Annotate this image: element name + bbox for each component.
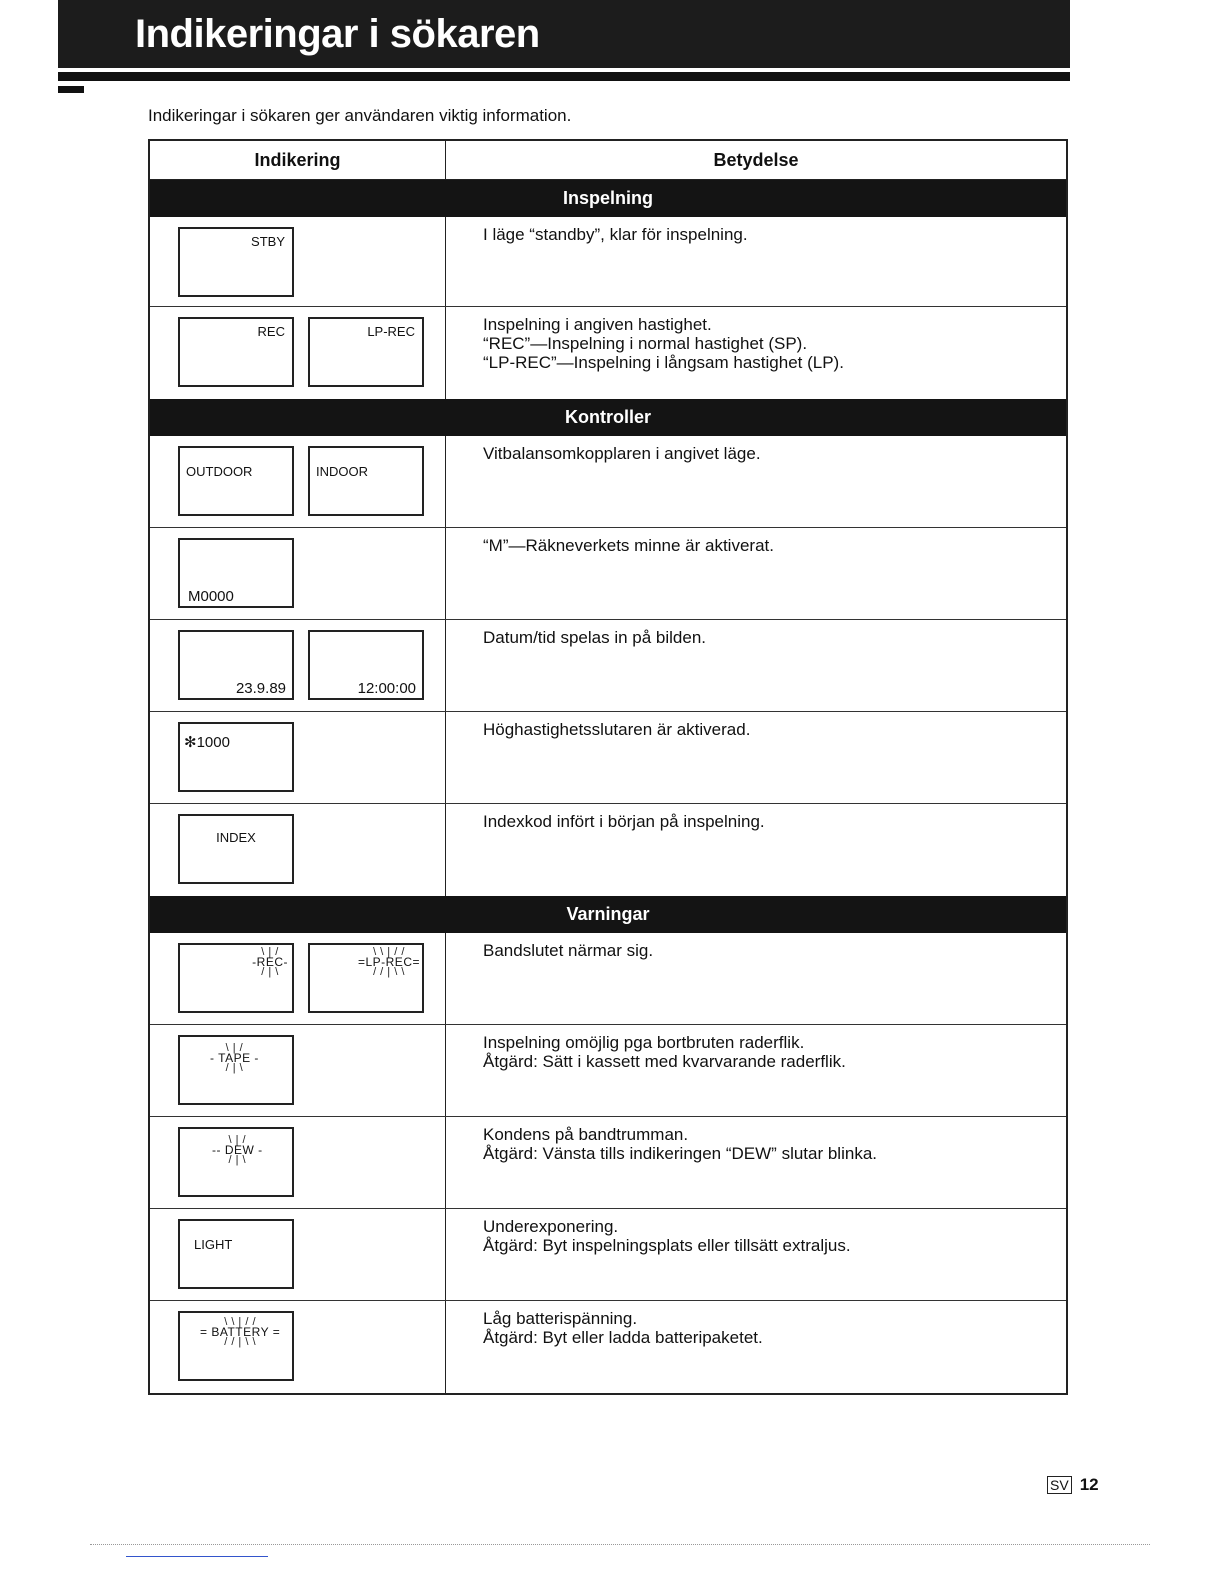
- memory-indicator: M0000: [188, 588, 234, 605]
- indicator-cell: [150, 1117, 446, 1208]
- indicator-cell: [150, 804, 446, 896]
- table-row: [150, 804, 1066, 896]
- description-cell: [446, 307, 1066, 399]
- blinking-rec-indicator: \ | / -REC- / | \: [252, 946, 288, 978]
- table-row: [150, 1025, 1066, 1117]
- indicator-cell: [150, 528, 446, 619]
- indicator-cell: [150, 436, 446, 527]
- blink-label: TAPE: [218, 1051, 251, 1065]
- shutter-indicator: ✻1000: [184, 734, 230, 751]
- viewfinder-box: [308, 446, 424, 516]
- light-indicator: LIGHT: [194, 1237, 233, 1252]
- header-meaning: Betydelse: [713, 149, 799, 170]
- description-cell: [446, 620, 1066, 711]
- indoor-indicator: INDOOR: [316, 464, 368, 479]
- section-recording: Inspelning: [150, 180, 1066, 217]
- description-line: Inspelning i angiven hastighet.: [483, 315, 712, 334]
- description-line: Indexkod infört i början på inspelning.: [483, 812, 765, 831]
- blink-label: DEW: [224, 1143, 255, 1157]
- blink-rays-icon: \ | /: [225, 1042, 244, 1054]
- description-line: I läge “standby”, klar för inspelning.: [483, 225, 748, 244]
- viewfinder-box: [178, 1311, 294, 1381]
- table-row: [150, 217, 1066, 307]
- blinking-tape-indicator: \ | / - TAPE - / | \: [210, 1042, 259, 1074]
- footer-dotted-rule: [90, 1544, 1150, 1545]
- description-line: “M”—Räkneverkets minne är aktiverat.: [483, 536, 774, 555]
- description-line: Datum/tid spelas in på bilden.: [483, 628, 707, 647]
- description-line: Åtgärd: Sätt i kassett med kvarvarande raderflik.: [483, 1052, 846, 1071]
- indicator-cell: [150, 1209, 446, 1300]
- lp-rec-indicator: LP-REC: [367, 324, 415, 339]
- title-tab-mark: [58, 86, 84, 93]
- viewfinder-box: [178, 446, 294, 516]
- description-line: Inspelning omöjlig pga bortbruten raderflik.: [483, 1033, 805, 1052]
- blink-rays-icon: / / | \ \: [373, 966, 405, 978]
- table-row: [150, 1301, 1066, 1393]
- indicator-cell: [150, 933, 446, 1024]
- indicator-cell: [150, 1301, 446, 1393]
- page-number: 12: [1079, 1475, 1099, 1494]
- viewfinder-box: [178, 630, 294, 700]
- viewfinder-box: [308, 317, 424, 387]
- viewfinder-box: [178, 538, 294, 608]
- table-row: [150, 712, 1066, 804]
- page-footer: [1047, 1475, 1099, 1495]
- blink-rays-icon: / / | \ \: [224, 1336, 257, 1348]
- indicator-cell: [150, 712, 446, 803]
- viewfinder-box: [178, 1219, 294, 1289]
- blink-rays-icon: \ | /: [228, 1134, 247, 1146]
- description-line: “LP-REC”—Inspelning i långsam hastighet (LP).: [483, 353, 844, 372]
- indicator-cell: [150, 307, 446, 399]
- description-line: Vitbalansomkopplaren i angivet läge.: [483, 444, 761, 463]
- table-row: [150, 1117, 1066, 1209]
- rec-indicator: REC: [257, 324, 285, 339]
- viewfinder-box: [178, 943, 294, 1013]
- description-line: Bandslutet närmar sig.: [483, 941, 654, 960]
- description-cell: [446, 1209, 1066, 1300]
- description-cell: [446, 804, 1066, 896]
- blink-rays-icon: / | \: [225, 1062, 244, 1074]
- table-header: [150, 141, 1066, 180]
- blink-rays-icon: \ | /: [261, 946, 279, 958]
- indicator-cell: [150, 217, 446, 306]
- indicator-cell: [150, 1025, 446, 1116]
- description-line: Underexponering.: [483, 1217, 619, 1236]
- description-cell: [446, 712, 1066, 803]
- blink-rays-icon: \ \ | / /: [224, 1316, 257, 1328]
- blinking-battery-indicator: \ \ | / / = BATTERY = / / | \ \: [200, 1316, 281, 1348]
- outdoor-indicator: OUTDOOR: [186, 464, 253, 479]
- blink-label: REC: [256, 955, 284, 969]
- blink-label: LP-REC: [365, 955, 413, 969]
- viewfinder-box: [178, 227, 294, 297]
- time-indicator: 12:00:00: [357, 680, 416, 697]
- header-indication: Indikering: [150, 141, 446, 179]
- indicator-cell: [150, 620, 446, 711]
- indicator-table: [148, 139, 1068, 1395]
- blinking-lp-rec-indicator: \ \ | / / =LP-REC= / / | \ \: [357, 946, 420, 978]
- description-cell: [446, 1025, 1066, 1116]
- description-line: Åtgärd: Byt eller ladda batteripaketet.: [483, 1328, 763, 1347]
- viewfinder-box: [178, 722, 294, 792]
- section-controls: Kontroller: [150, 399, 1066, 436]
- section-warnings: Varningar: [150, 896, 1066, 933]
- description-line: Åtgärd: Vänsta tills indikeringen “DEW” slutar blinka.: [483, 1144, 877, 1163]
- table-row: [150, 436, 1066, 528]
- description-line: Höghastighetsslutaren är aktiverad.: [483, 720, 751, 739]
- stby-indicator: STBY: [251, 234, 285, 249]
- viewfinder-box: [178, 814, 294, 884]
- description-cell: [446, 933, 1066, 1024]
- table-row: [150, 307, 1066, 399]
- description-line: Låg batterispänning.: [483, 1309, 638, 1328]
- language-badge: SV: [1047, 1476, 1072, 1494]
- description-cell: [446, 1301, 1066, 1393]
- blink-rays-icon: \ \ | / /: [373, 946, 405, 958]
- blink-rays-icon: / | \: [261, 966, 279, 978]
- table-row: [150, 1209, 1066, 1301]
- index-indicator: INDEX: [216, 830, 256, 845]
- description-line: “REC”—Inspelning i normal hastighet (SP).: [483, 334, 808, 353]
- blink-label: BATTERY: [211, 1325, 269, 1339]
- description-cell: [446, 217, 1066, 306]
- description-line: Kondens på bandtrumman.: [483, 1125, 689, 1144]
- description-cell: [446, 436, 1066, 527]
- viewfinder-box: [308, 943, 424, 1013]
- date-indicator: 23.9.89: [235, 680, 286, 697]
- table-row: [150, 528, 1066, 620]
- intro-text: Indikeringar i sökaren ger användaren viktig information.: [148, 106, 572, 125]
- viewfinder-box: [178, 1127, 294, 1197]
- page-title: Indikeringar i sökaren: [135, 12, 540, 56]
- viewfinder-box: [308, 630, 424, 700]
- viewfinder-box: [178, 317, 294, 387]
- description-cell: [446, 1117, 1066, 1208]
- title-rule: [58, 72, 1070, 81]
- blinking-dew-indicator: \ | / -- DEW - / | \: [212, 1134, 263, 1166]
- blink-rays-icon: / | \: [228, 1154, 247, 1166]
- table-row: [150, 933, 1066, 1025]
- viewfinder-box: [178, 1035, 294, 1105]
- table-row: [150, 620, 1066, 712]
- footer-blue-rule: [126, 1556, 268, 1557]
- description-line: Åtgärd: Byt inspelningsplats eller tillsätt extraljus.: [483, 1236, 851, 1255]
- description-cell: [446, 528, 1066, 619]
